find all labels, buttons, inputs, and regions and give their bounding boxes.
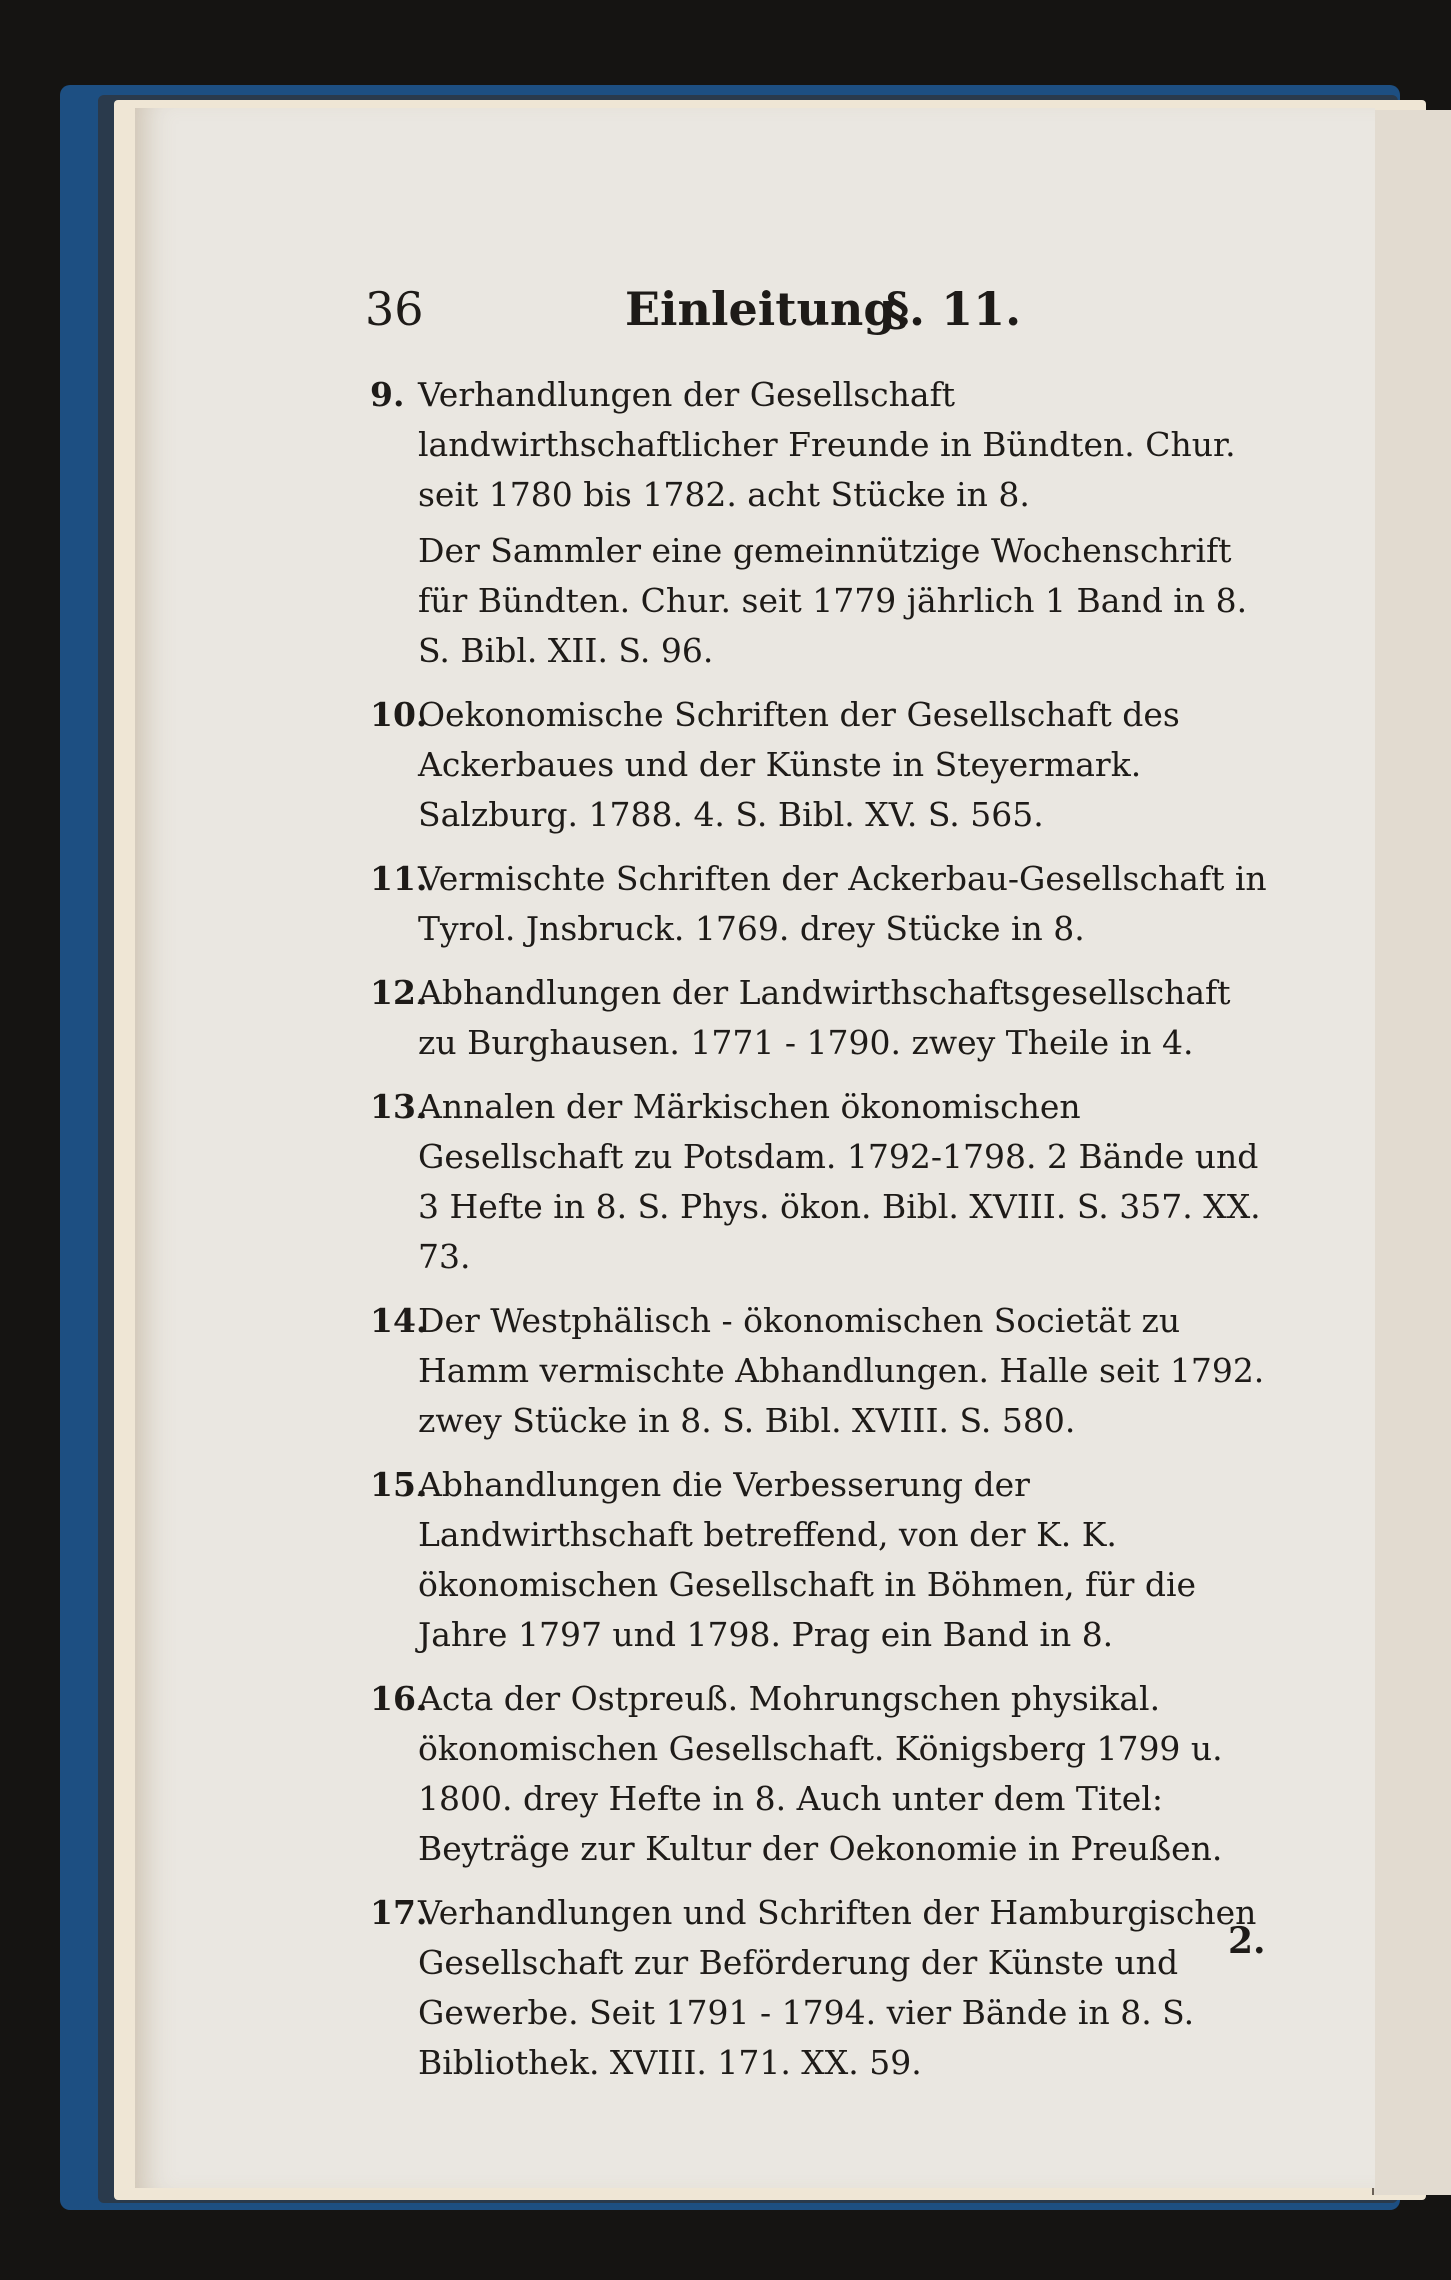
entry-text: Oekonomische Schriften der Gesellschaft des Ackerbaues und der Künste in Steyermark. Salzburg. 1788. 4. S. Bibl. XV. S. 565.	[418, 695, 1180, 834]
entry-text: Verhandlungen der Gesellschaft landwirthschaftlicher Freunde in Bündten. Chur. seit 1780 bis 1782. acht Stücke in 8.	[418, 375, 1236, 514]
list-item	[370, 1460, 1270, 1660]
page-header	[365, 282, 1265, 342]
page-number: 36	[365, 282, 424, 336]
entry-number: 11.	[370, 859, 428, 898]
entry-text: Vermischte Schriften der Ackerbau-Gesellschaft in Tyrol. Jnsbruck. 1769. drey Stücke in 8.	[418, 859, 1267, 948]
catchword: 2.	[1228, 1920, 1266, 1962]
entry-number: 15.	[370, 1465, 428, 1504]
list-item	[370, 1082, 1270, 1282]
entry-list	[370, 370, 1270, 2102]
entry-text: Acta der Ostpreuß. Mohrungschen physikal. ökonomischen Gesellschaft. Königsberg 1799 u. 1800. drey Hefte in 8. Auch unter dem Titel: Beyträge zur Kultur der Oekonomie in Preußen.	[418, 1679, 1223, 1868]
list-item	[370, 1674, 1270, 1874]
entry-number: 9.	[370, 375, 405, 414]
list-item	[370, 854, 1270, 954]
list-item	[370, 968, 1270, 1068]
entry-subtext: Der Sammler eine gemeinnützige Wochenschrift für Bündten. Chur. seit 1779 jährlich 1 Band in 8. S. Bibl. XII. S. 96.	[418, 531, 1248, 670]
facing-page-edge	[1372, 110, 1451, 2195]
entry-number: 13.	[370, 1087, 428, 1126]
list-item	[370, 370, 1270, 676]
list-item	[370, 1296, 1270, 1446]
entry-text: Verhandlungen und Schriften der Hamburgischen Gesellschaft zur Beförderung der Künste und Gewerbe. Seit 1791 - 1794. vier Bände in 8. S. Bibliothek. XVIII. 171. XX. 59.	[418, 1893, 1257, 2082]
entry-text: Der Westphälisch - ökonomischen Societät zu Hamm vermischte Abhandlungen. Halle seit 1792. zwey Stücke in 8. S. Bibl. XVIII. S. 580.	[418, 1301, 1265, 1440]
entry-number: 14.	[370, 1301, 428, 1340]
entry-text: Abhandlungen der Landwirthschaftsgesellschaft zu Burghausen. 1771 - 1790. zwey Theile in 4.	[418, 973, 1231, 1062]
entry-number: 10.	[370, 695, 428, 734]
entry-number: 12.	[370, 973, 428, 1012]
entry-text: Annalen der Märkischen ökonomischen Gesellschaft zu Potsdam. 1792-1798. 2 Bände und 3 Hefte in 8. S. Phys. ökon. Bibl. XVIII. S. 357. XX. 73.	[418, 1087, 1261, 1276]
running-title: Einleitung.	[625, 282, 912, 336]
section-mark: §. 11.	[885, 282, 1022, 336]
entry-number: 17.	[370, 1893, 428, 1932]
list-item	[370, 1888, 1270, 2088]
list-item	[370, 690, 1270, 840]
entry-number: 16.	[370, 1679, 428, 1718]
entry-text: Abhandlungen die Verbesserung der Landwirthschaft betreffend, von der K. K. ökonomischen Gesellschaft in Böhmen, für die Jahre 1797 und 1798. Prag ein Band in 8.	[418, 1465, 1197, 1654]
